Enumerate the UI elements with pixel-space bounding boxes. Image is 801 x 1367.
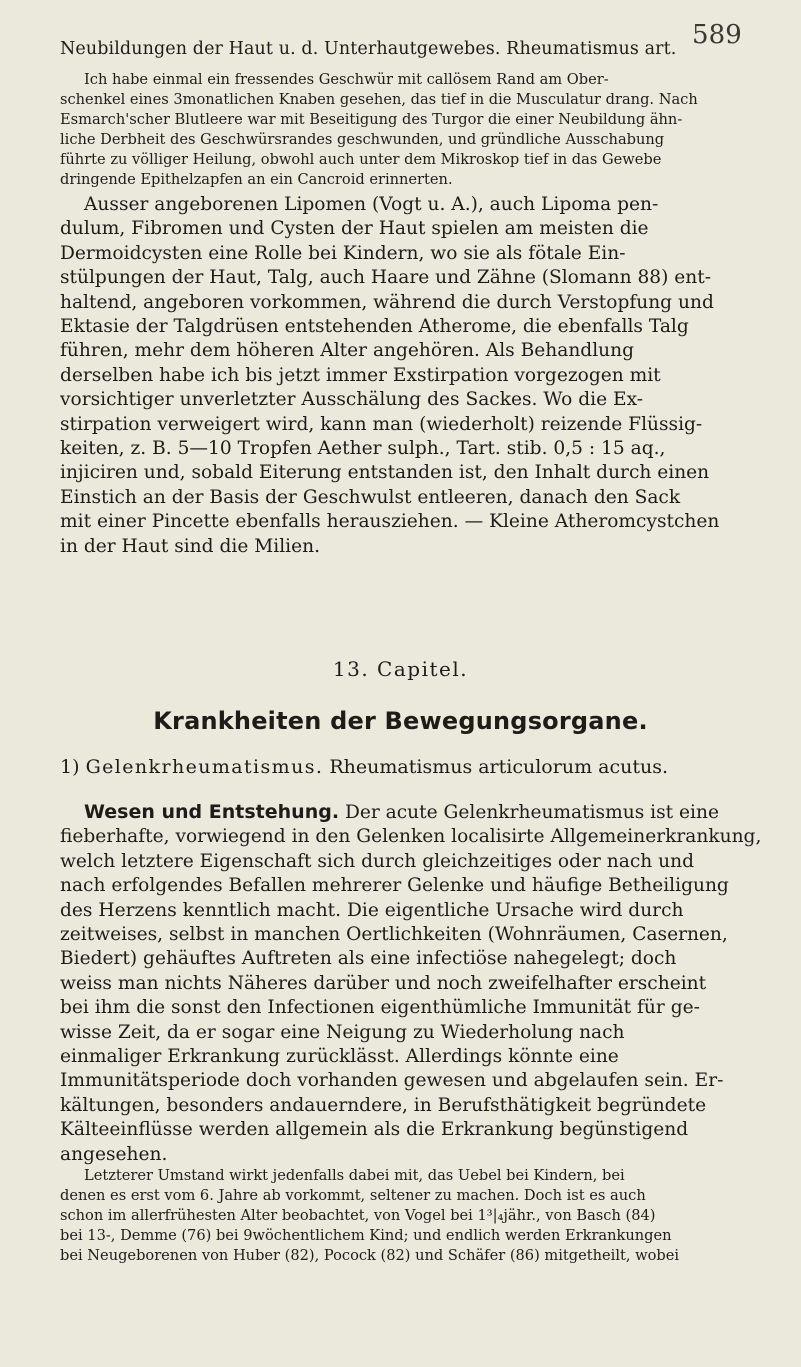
text-line: keiten, z. B. 5—10 Tropfen Aether sulph., Tart. stib. 0,5 : 15 aq., xyxy=(60,438,666,460)
text-run: Der acute Gelenkrheumatismus ist eine xyxy=(339,802,719,823)
text-line: des Herzens kenntlich macht. Die eigentliche Ursache wird durch xyxy=(60,899,684,921)
text-line: stülpungen der Haut, Talg, auch Haare und Zähne (Slomann 88) ent- xyxy=(60,267,712,289)
paragraph-dermoidcysten xyxy=(60,193,781,559)
subheading-gelenkrheumatismus: Gelenkrheumatismus. xyxy=(85,756,324,778)
text-line: stirpation verweigert wird, kann man (wiederholt) reizende Flüssig- xyxy=(60,413,703,435)
subheading-number: 1) xyxy=(60,756,80,778)
text-line: vorsichtiger unverletzter Ausschälung des Sackes. Wo die Ex- xyxy=(60,389,644,411)
text-line: Immunitätsperiode doch vorhanden gewesen und abgelaufen sein. Er- xyxy=(60,1070,724,1092)
text-line: nach erfolgendes Befallen mehrerer Gelenke und häufige Betheiligung xyxy=(60,875,729,897)
text-line: fieberhafte, vorwiegend in den Gelenken localisirte Allgemeinerkrankung, xyxy=(60,826,762,848)
text-line: dringende Epithelzapfen an ein Cancroid erinnerten. xyxy=(60,171,453,188)
text-line: Ich habe einmal ein fressendes Geschwür mit callösem Rand am Ober- xyxy=(84,71,609,88)
text-line: derselben habe ich bis jetzt immer Exstirpation vorgezogen mit xyxy=(60,364,661,386)
text-line: wisse Zeit, da er sogar eine Neigung zu Wiederholung nach xyxy=(60,1021,625,1043)
text-line: in der Haut sind die Milien. xyxy=(60,535,321,557)
text-line: bei Neugeborenen von Huber (82), Pocock (82) und Schäfer (86) mitgetheilt, wobei xyxy=(60,1247,680,1264)
text-line: schon im allerfrühesten Alter beobachtet, von Vogel bei 1³|₄jähr., von Basch (84) xyxy=(60,1207,656,1224)
paragraph-wesen xyxy=(60,800,781,1167)
text-line: angesehen. xyxy=(60,1143,168,1165)
text-line: denen es erst vom 6. Jahre ab vorkommt, seltener zu machen. Doch ist es auch xyxy=(60,1187,646,1204)
text-line: mit einer Pincette ebenfalls herausziehen. — Kleine Atheromcystchen xyxy=(60,511,720,533)
text-line xyxy=(60,800,781,825)
text-line: bei ihm die sonst den Infectionen eigenthümliche Immunität für ge- xyxy=(60,997,700,1019)
text-line: führen, mehr dem höheren Alter angehören. Als Behandlung xyxy=(60,340,635,362)
text-line: schenkel eines 3monatlichen Knaben gesehen, das tief in die Musculatur drang. Nach xyxy=(60,91,698,108)
page-number: 589 xyxy=(692,20,742,50)
text-line: weiss man nichts Näheres darüber und noch zweifelhafter erscheint xyxy=(60,972,707,994)
text-line: liche Derbheit des Geschwürsrandes geschwunden, und gründliche Ausschabung xyxy=(60,131,665,148)
text-line: Letzterer Umstand wirkt jedenfalls dabei mit, das Uebel bei Kindern, bei xyxy=(84,1167,625,1184)
text-line: welch letztere Eigenschaft sich durch gleichzeitiges oder nach und xyxy=(60,850,695,872)
text-line: Dermoidcysten eine Rolle bei Kindern, wo sie als fötale Ein- xyxy=(60,242,626,264)
paragraph-letzterer-umstand xyxy=(60,1166,781,1266)
chapter-title: Krankheiten der Bewegungsorgane. xyxy=(153,707,648,735)
running-header xyxy=(60,20,760,60)
text-line: injiciren und, sobald Eiterung entstanden ist, den Inhalt durch einen xyxy=(60,462,710,484)
text-line: haltend, angeboren vorkommen, während die durch Verstopfung und xyxy=(60,291,714,313)
text-line: Ausser angeborenen Lipomen (Vogt u. A.), auch Lipoma pen- xyxy=(84,194,659,215)
run-in-heading: Wesen und Entstehung. xyxy=(84,801,340,823)
text-line: einmaliger Erkrankung zurücklässt. Allerdings könnte eine xyxy=(60,1046,619,1068)
subheading-latin: Rheumatismus articulorum acutus. xyxy=(329,756,668,778)
text-line: Ektasie der Talgdrüsen entstehenden Atherome, die ebenfalls Talg xyxy=(60,316,689,338)
text-line: führte zu völliger Heilung, obwohl auch unter dem Mikroskop tief in das Gewebe xyxy=(60,151,662,168)
text-line: kältungen, besonders andauerndere, in Berufsthätigkeit begründete xyxy=(60,1094,707,1116)
section-subheading xyxy=(60,755,668,779)
text-line: dulum, Fibromen und Cysten der Haut spielen am meisten die xyxy=(60,218,649,240)
text-line: bei 13-, Demme (76) bei 9wöchentlichem Kind; und endlich werden Erkrankungen xyxy=(60,1227,672,1244)
text-line: Esmarch'scher Blutleere war mit Beseitigung des Turgor die einer Neubildung ähn- xyxy=(60,111,683,128)
running-title: Neubildungen der Haut u. d. Unterhautgewebes. Rheumatismus art. xyxy=(60,39,677,59)
text-line: Einstich an der Basis der Geschwulst entleeren, danach den Sack xyxy=(60,486,681,508)
text-line: zeitweises, selbst in manchen Oertlichkeiten (Wohnräumen, Casernen, xyxy=(60,924,728,946)
paragraph-geschwuer xyxy=(60,70,781,190)
text-line: Kälteeinflüsse werden allgemein als die Erkrankung begünstigend xyxy=(60,1119,689,1141)
text-line: Biedert) gehäuftes Auftreten als eine infectiöse nahegelegt; doch xyxy=(60,948,677,970)
chapter-label: 13. Capitel. xyxy=(332,657,469,681)
